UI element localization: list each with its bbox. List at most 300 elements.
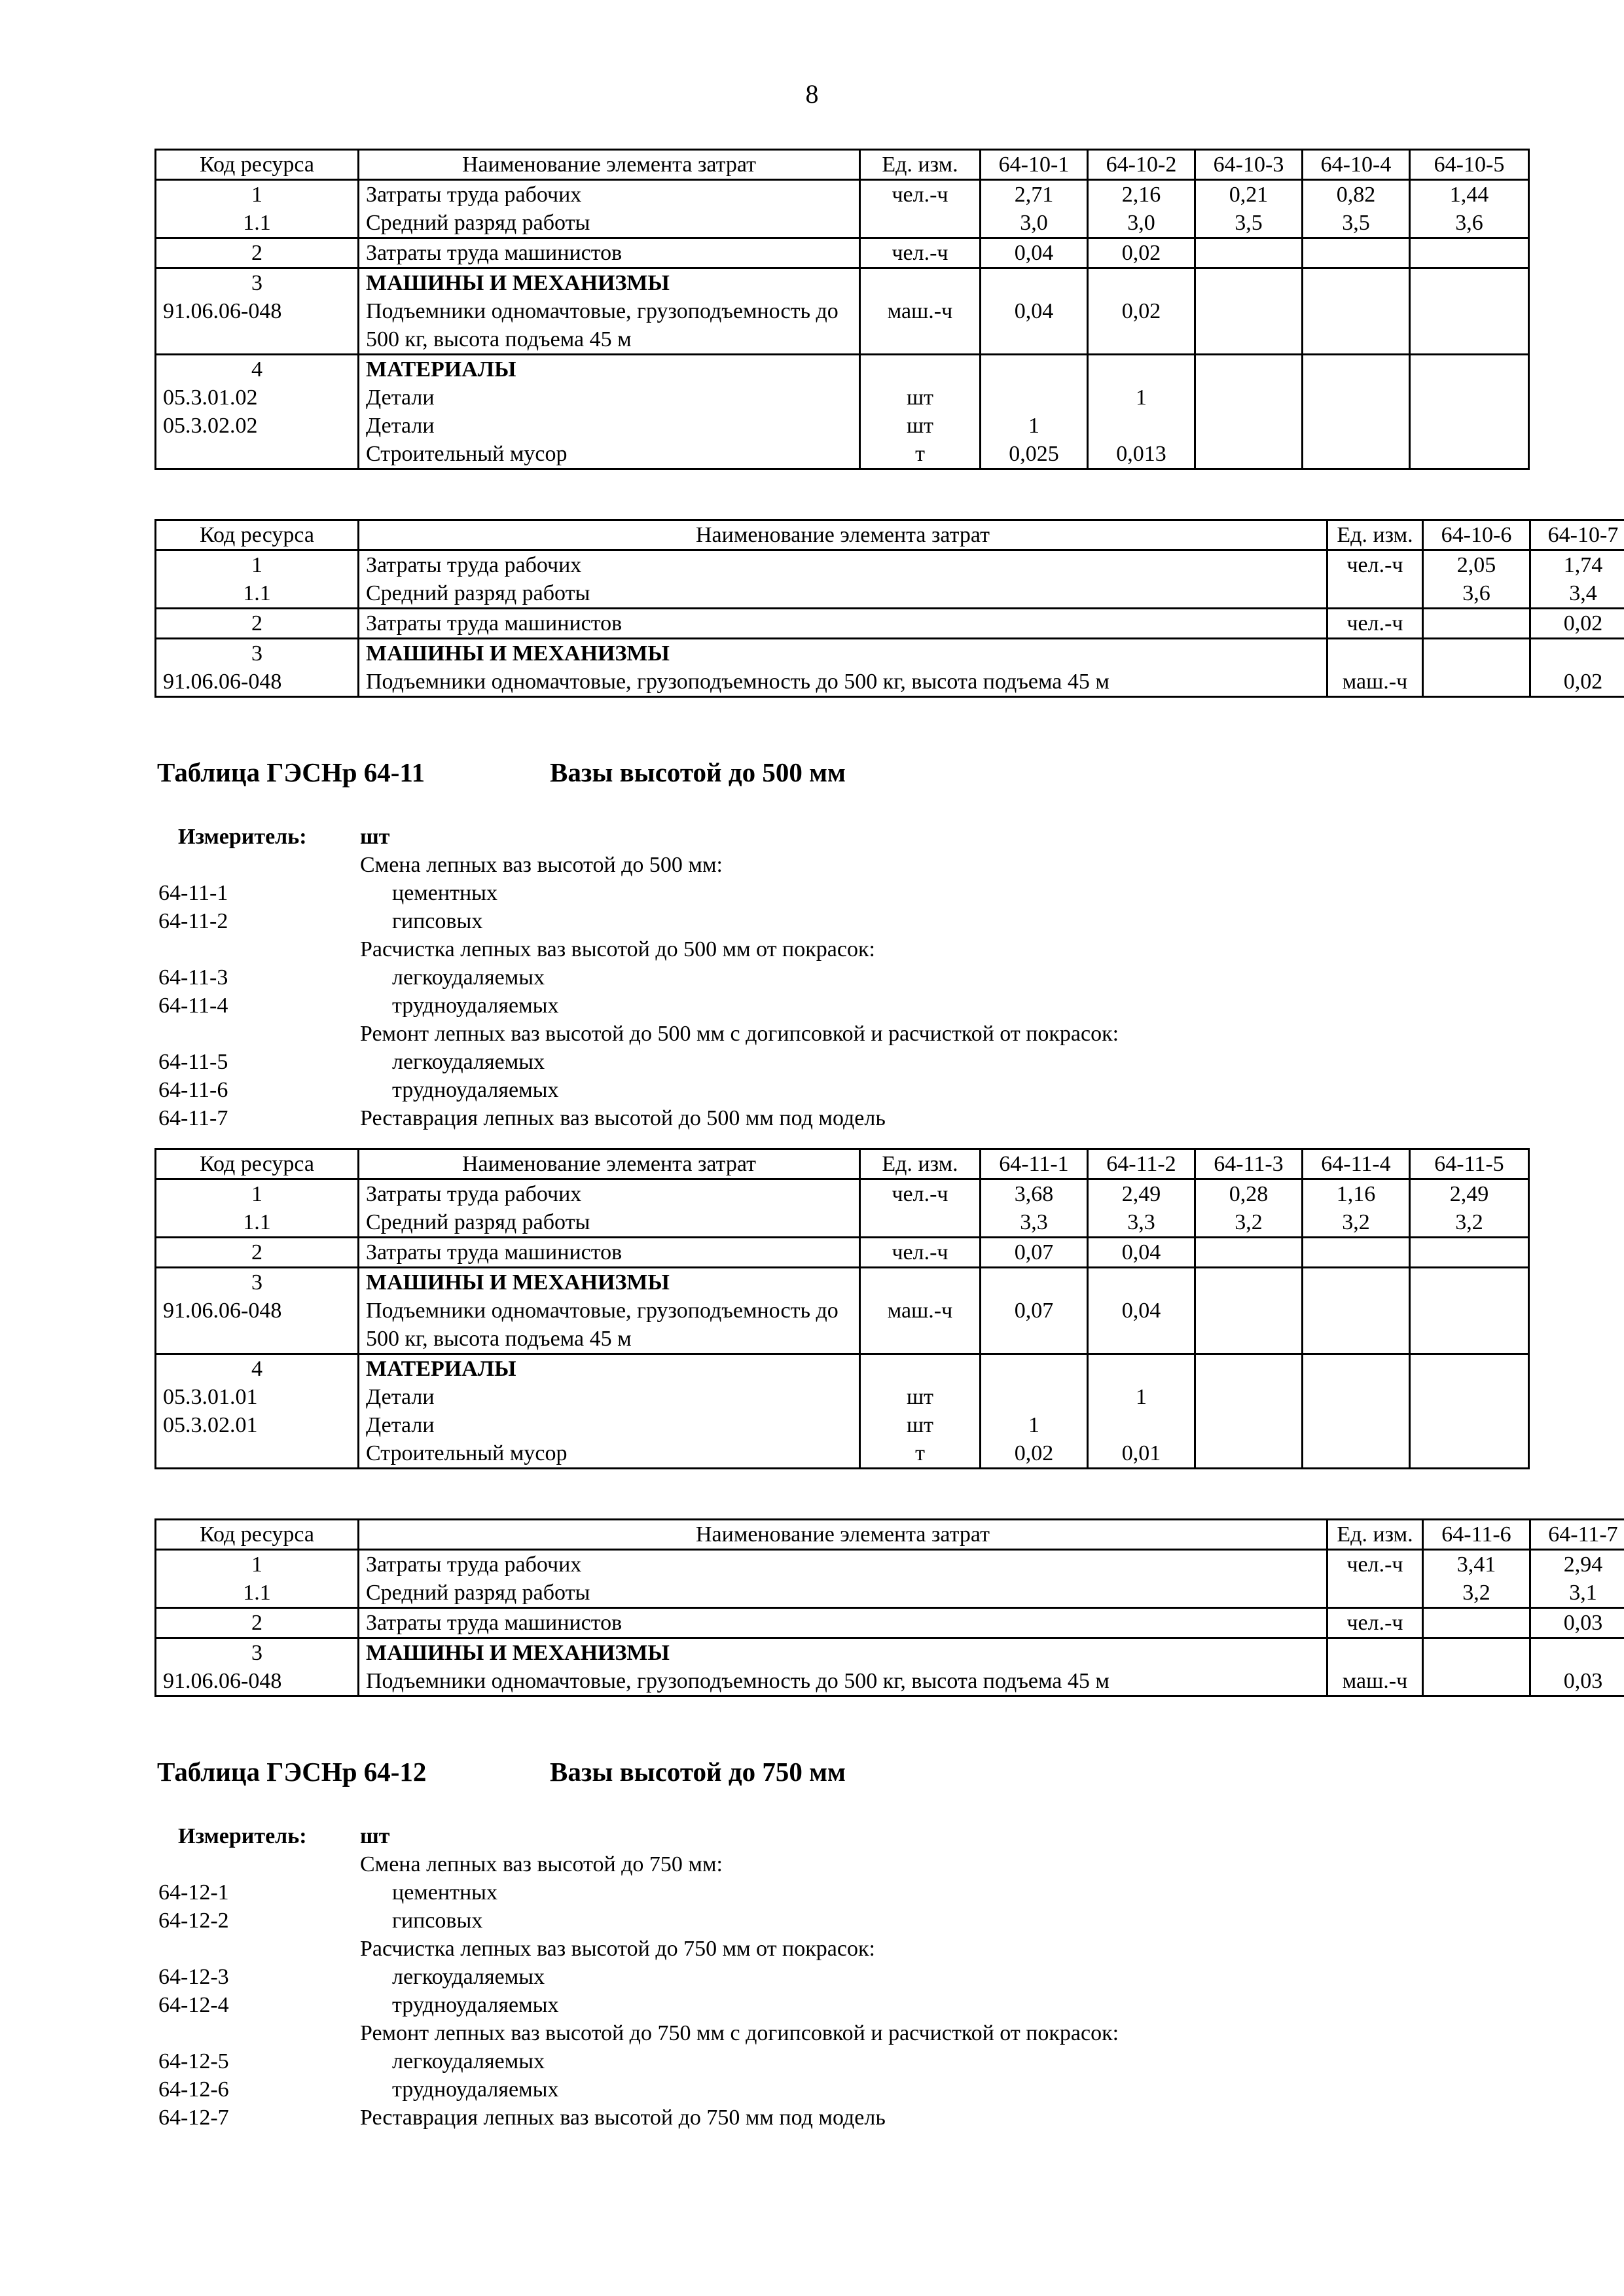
cost-name: МАШИНЫ И МЕХАНИЗМЫ	[366, 1270, 670, 1295]
value: 3,41	[1456, 1552, 1496, 1577]
value-cell	[1195, 355, 1303, 469]
list-item	[158, 879, 1533, 907]
value: 0,04	[1014, 299, 1054, 323]
work-text: Смена лепных ваз высотой до 750 мм:	[360, 1852, 723, 1876]
header-cell: Наименование элемента затрат	[359, 150, 860, 180]
cost-name-cell	[359, 268, 860, 355]
unit-cell	[1327, 609, 1423, 639]
header-cell: Код ресурса	[156, 1520, 359, 1550]
table-header-row	[156, 520, 1624, 550]
unit-cell	[860, 268, 981, 355]
resource-code-cell	[156, 1608, 359, 1638]
work-code: 64-11-5	[158, 1050, 228, 1074]
unit-cell	[1327, 1638, 1423, 1696]
value: 0,013	[1116, 442, 1166, 466]
value: 1,74	[1563, 553, 1603, 577]
value: 0,21	[1229, 183, 1269, 207]
resource-code-cell	[156, 180, 359, 238]
cost-name: Строительный мусор	[366, 1441, 568, 1465]
unit-cell	[860, 180, 981, 238]
work-text: Реставрация лепных ваз высотой до 750 мм под модель	[360, 2106, 886, 2130]
list-item	[158, 935, 1533, 963]
cost-name: Подъемники одномачтовые, грузоподъемность до 500 кг, высота подъема 45 м	[366, 1299, 839, 1351]
header-cell: 64-10-2	[1088, 150, 1195, 180]
work-code: 64-11-4	[158, 994, 228, 1018]
table-header-row	[156, 1520, 1624, 1550]
header-cell: 64-11-1	[981, 1149, 1088, 1179]
cost-name: МАТЕРИАЛЫ	[366, 1357, 516, 1381]
section-name: Вазы высотой до 750 мм	[550, 1757, 846, 1787]
table-row	[156, 1608, 1624, 1638]
table-header-row	[156, 150, 1529, 180]
unit-cell	[860, 238, 981, 268]
resource-code-cell	[156, 609, 359, 639]
header-cell: 64-10-7	[1530, 520, 1624, 550]
work-text: трудноудаляемых	[392, 2077, 559, 2102]
header-cell: 64-11-7	[1530, 1520, 1624, 1550]
resource-code: 2	[251, 1611, 262, 1635]
value: 1	[1028, 1413, 1039, 1437]
value: 1	[1136, 386, 1147, 410]
meter-label: Измеритель:	[178, 1824, 307, 1848]
unit: маш.-ч	[887, 299, 953, 323]
value: 0,03	[1563, 1611, 1603, 1635]
list-item	[158, 963, 1533, 992]
value: 1,16	[1336, 1182, 1376, 1206]
value-cell	[981, 238, 1088, 268]
unit: чел.-ч	[892, 183, 948, 207]
value-cell	[1410, 355, 1529, 469]
unit-cell	[1327, 1608, 1423, 1638]
cost-name: Затраты труда машинистов	[366, 611, 623, 636]
resource-code: 3	[251, 271, 262, 295]
header-cell: 64-10-5	[1410, 150, 1529, 180]
unit: чел.-ч	[1346, 611, 1403, 636]
list-item	[158, 2047, 1533, 2075]
resource-code: 4	[251, 1357, 262, 1381]
cost-name: Затраты труда машинистов	[366, 1611, 623, 1635]
work-text: трудноудаляемых	[392, 1078, 559, 1102]
unit: т	[915, 1441, 925, 1465]
value: 0,04	[1014, 241, 1054, 265]
work-code: 64-12-4	[158, 1993, 229, 2017]
section-title-64-11	[157, 757, 846, 788]
work-text: Смена лепных ваз высотой до 500 мм:	[360, 853, 723, 877]
value-cell	[1410, 1179, 1529, 1238]
resource-code: 3	[251, 1270, 262, 1295]
cost-name: Затраты труда машинистов	[366, 241, 623, 265]
resource-code-cell	[156, 1354, 359, 1469]
value-cell	[1303, 268, 1410, 355]
cost-name-cell	[359, 180, 860, 238]
value-cell	[1303, 238, 1410, 268]
value-cell	[1410, 1268, 1529, 1354]
value-cell	[1195, 268, 1303, 355]
value-cell	[981, 1238, 1088, 1268]
cost-name: Детали	[366, 1413, 435, 1437]
header-cell: Код ресурса	[156, 150, 359, 180]
meter-row	[158, 1822, 1533, 1850]
value: 1	[1136, 1385, 1147, 1409]
value-cell	[981, 180, 1088, 238]
cost-name: Подъемники одномачтовые, грузоподъемность до 500 кг, высота подъема 45 м	[366, 670, 1110, 694]
work-code: 64-12-5	[158, 2049, 229, 2073]
unit-cell	[860, 1268, 981, 1354]
resource-code-cell	[156, 550, 359, 609]
meter-unit: шт	[360, 1824, 390, 1848]
resource-code: 1.1	[243, 211, 271, 235]
value-cell	[1088, 1268, 1195, 1354]
value: 0,02	[1563, 611, 1603, 636]
value-cell	[1195, 1179, 1303, 1238]
cost-name: Подъемники одномачтовые, грузоподъемность до 500 кг, высота подъема 45 м	[366, 1669, 1110, 1693]
unit-cell	[1327, 550, 1423, 609]
value: 3,3	[1020, 1210, 1048, 1234]
cost-name-cell	[359, 1268, 860, 1354]
header-cell: Наименование элемента затрат	[359, 1149, 860, 1179]
cost-name-cell	[359, 1638, 1327, 1696]
cost-name-cell	[359, 639, 1327, 697]
value-cell	[981, 355, 1088, 469]
table-header-row	[156, 1149, 1529, 1179]
value-cell	[1303, 1179, 1410, 1238]
unit: шт	[906, 386, 934, 410]
meter-list-64-11	[158, 823, 1533, 1132]
work-text: Расчистка лепных ваз высотой до 750 мм от покрасок:	[360, 1937, 875, 1961]
table-row	[156, 180, 1529, 238]
table-row	[156, 355, 1529, 469]
work-code: 64-12-2	[158, 1909, 229, 1933]
value-cell	[1195, 1354, 1303, 1469]
list-item	[158, 851, 1533, 879]
value-cell	[1410, 1354, 1529, 1469]
value: 0,04	[1121, 1299, 1161, 1323]
unit-cell	[860, 1354, 981, 1469]
unit: шт	[906, 414, 934, 438]
unit: т	[915, 442, 925, 466]
list-item	[158, 1878, 1533, 1907]
header-cell: Ед. изм.	[1327, 1520, 1423, 1550]
resource-code-cell	[156, 1638, 359, 1696]
cost-name: МАШИНЫ И МЕХАНИЗМЫ	[366, 1641, 670, 1665]
work-code: 64-12-1	[158, 1880, 229, 1905]
value: 2,94	[1563, 1552, 1603, 1577]
cost-name-cell	[359, 1608, 1327, 1638]
table-row	[156, 1238, 1529, 1268]
value: 3,5	[1235, 211, 1263, 235]
value: 3,4	[1569, 581, 1597, 605]
cost-name: Средний разряд работы	[366, 581, 590, 605]
value: 3,6	[1462, 581, 1490, 605]
list-item	[158, 2104, 1533, 2132]
list-item	[158, 2075, 1533, 2104]
resource-code-cell	[156, 1179, 359, 1238]
value-cell	[1195, 238, 1303, 268]
value-cell	[1195, 1238, 1303, 1268]
cost-name: Средний разряд работы	[366, 1210, 590, 1234]
work-text: гипсовых	[392, 1909, 483, 1933]
value: 0,025	[1009, 442, 1059, 466]
header-cell: 64-11-5	[1410, 1149, 1529, 1179]
value: 0,03	[1563, 1669, 1603, 1693]
value-cell	[1088, 268, 1195, 355]
table-row	[156, 238, 1529, 268]
value-cell	[1195, 1268, 1303, 1354]
cost-name: Детали	[366, 1385, 435, 1409]
resource-code-cell	[156, 1550, 359, 1608]
value-cell	[1423, 550, 1530, 609]
value: 3,2	[1462, 1581, 1490, 1605]
unit-cell	[860, 1238, 981, 1268]
resource-code-cell	[156, 268, 359, 355]
value-cell	[1410, 1238, 1529, 1268]
list-item	[158, 2019, 1533, 2047]
resource-code: 2	[251, 611, 262, 636]
resource-code: 1	[251, 183, 262, 207]
list-item	[158, 1104, 1533, 1132]
value: 3,0	[1127, 211, 1155, 235]
resource-code: 3	[251, 1641, 262, 1665]
resource-code: 2	[251, 1240, 262, 1265]
value: 3,2	[1342, 1210, 1370, 1234]
cost-name: Детали	[366, 414, 435, 438]
list-item	[158, 1907, 1533, 1935]
unit: чел.-ч	[892, 1182, 948, 1206]
value-cell	[1088, 238, 1195, 268]
value-cell	[981, 1179, 1088, 1238]
value-cell	[1423, 1608, 1530, 1638]
header-cell: 64-11-4	[1303, 1149, 1410, 1179]
unit: маш.-ч	[1342, 1669, 1408, 1693]
header-cell: 64-10-4	[1303, 150, 1410, 180]
value-cell	[1530, 1550, 1624, 1608]
cost-name: МАШИНЫ И МЕХАНИЗМЫ	[366, 641, 670, 666]
value: 3,68	[1014, 1182, 1054, 1206]
work-code: 64-12-7	[158, 2106, 229, 2130]
unit: чел.-ч	[892, 241, 948, 265]
work-code: 64-11-6	[158, 1078, 228, 1102]
value: 2,16	[1121, 183, 1161, 207]
value: 3,3	[1127, 1210, 1155, 1234]
header-cell: Код ресурса	[156, 520, 359, 550]
cost-name-cell	[359, 1550, 1327, 1608]
cost-name-cell	[359, 238, 860, 268]
resource-code: 91.06.06-048	[163, 1299, 282, 1323]
unit: чел.-ч	[1346, 1552, 1403, 1577]
work-text: Расчистка лепных ваз высотой до 500 мм от покрасок:	[360, 937, 875, 961]
list-item	[158, 1850, 1533, 1878]
list-item	[158, 1020, 1533, 1048]
value: 3,2	[1235, 1210, 1263, 1234]
work-code: 64-12-6	[158, 2077, 229, 2102]
header-cell: Ед. изм.	[860, 150, 981, 180]
list-item	[158, 1048, 1533, 1076]
resource-code: 91.06.06-048	[163, 299, 282, 323]
header-cell: Наименование элемента затрат	[359, 1520, 1327, 1550]
resource-code: 2	[251, 241, 262, 265]
resource-code: 91.06.06-048	[163, 670, 282, 694]
value: 3,5	[1342, 211, 1370, 235]
value-cell	[1530, 1608, 1624, 1638]
unit: чел.-ч	[1346, 1611, 1403, 1635]
work-code: 64-11-2	[158, 909, 228, 933]
unit-cell	[860, 355, 981, 469]
value-cell	[1303, 1354, 1410, 1469]
value: 0,07	[1014, 1299, 1054, 1323]
value: 2,49	[1449, 1182, 1489, 1206]
value: 0,07	[1014, 1240, 1054, 1265]
header-cell: Ед. изм.	[860, 1149, 981, 1179]
work-text: трудноудаляемых	[392, 1993, 559, 2017]
unit: чел.-ч	[1346, 553, 1403, 577]
work-code: 64-11-7	[158, 1106, 228, 1130]
value: 0,02	[1563, 670, 1603, 694]
resource-code: 1.1	[243, 1210, 271, 1234]
work-text: цементных	[392, 881, 497, 905]
value-cell	[1423, 639, 1530, 697]
table-row	[156, 1550, 1624, 1608]
cost-name-cell	[359, 1238, 860, 1268]
cost-name: Строительный мусор	[366, 442, 568, 466]
list-item	[158, 1935, 1533, 1963]
list-item	[158, 1963, 1533, 1991]
table-row	[156, 550, 1624, 609]
list-item	[158, 992, 1533, 1020]
resource-code: 1	[251, 553, 262, 577]
unit: маш.-ч	[1342, 670, 1408, 694]
cost-name: МАТЕРИАЛЫ	[366, 357, 516, 382]
value: 3,1	[1569, 1581, 1597, 1605]
value-cell	[1423, 1550, 1530, 1608]
header-cell: 64-10-3	[1195, 150, 1303, 180]
value: 0,28	[1229, 1182, 1269, 1206]
work-code: 64-11-3	[158, 965, 228, 990]
work-text: легкоудаляемых	[392, 1050, 545, 1074]
list-item	[158, 1991, 1533, 2019]
value: 0,02	[1121, 241, 1161, 265]
resource-code: 05.3.02.02	[163, 414, 258, 438]
value-cell	[1530, 1638, 1624, 1696]
cost-name: Затраты труда машинистов	[366, 1240, 623, 1265]
value-cell	[1530, 639, 1624, 697]
value-cell	[1088, 355, 1195, 469]
resource-code: 4	[251, 357, 262, 382]
table-row	[156, 609, 1624, 639]
unit-cell	[860, 1179, 981, 1238]
list-item	[158, 907, 1533, 935]
work-text: Реставрация лепных ваз высотой до 500 мм под модель	[360, 1106, 886, 1130]
work-text: легкоудаляемых	[392, 2049, 545, 2073]
value-cell	[981, 268, 1088, 355]
value-cell	[1088, 180, 1195, 238]
header-cell: Наименование элемента затрат	[359, 520, 1327, 550]
header-cell: 64-11-3	[1195, 1149, 1303, 1179]
resource-code: 91.06.06-048	[163, 1669, 282, 1693]
resource-code-cell	[156, 1238, 359, 1268]
resource-code-cell	[156, 1268, 359, 1354]
resource-code-cell	[156, 238, 359, 268]
header-cell: 64-11-2	[1088, 1149, 1195, 1179]
value: 0,04	[1121, 1240, 1161, 1265]
value: 0,02	[1014, 1441, 1054, 1465]
value-cell	[1088, 1354, 1195, 1469]
work-text: Ремонт лепных ваз высотой до 500 мм с догипсовкой и расчисткой от покрасок:	[360, 1022, 1119, 1046]
resource-code: 1	[251, 1552, 262, 1577]
table-row	[156, 1354, 1529, 1469]
work-code: 64-12-3	[158, 1965, 229, 1989]
unit: чел.-ч	[892, 1240, 948, 1265]
resource-code-cell	[156, 639, 359, 697]
table-row	[156, 268, 1529, 355]
cost-name: Детали	[366, 386, 435, 410]
resource-code: 05.3.01.01	[163, 1385, 258, 1409]
unit: шт	[906, 1385, 934, 1409]
resource-code: 3	[251, 641, 262, 666]
value-cell	[1303, 180, 1410, 238]
value-cell	[1423, 1638, 1530, 1696]
header-cell: 64-11-6	[1423, 1520, 1530, 1550]
value-cell	[1410, 180, 1529, 238]
value-cell	[1410, 268, 1529, 355]
work-text: Ремонт лепных ваз высотой до 750 мм с догипсовкой и расчисткой от покрасок:	[360, 2021, 1119, 2045]
value: 0,82	[1336, 183, 1376, 207]
value-cell	[981, 1268, 1088, 1354]
value: 0,02	[1121, 299, 1161, 323]
section-number: Таблица ГЭСНр 64-11	[157, 757, 425, 787]
cost-name-cell	[359, 550, 1327, 609]
meter-label: Измеритель:	[178, 825, 307, 849]
meter-row	[158, 823, 1533, 851]
header-cell: 64-10-6	[1423, 520, 1530, 550]
cost-name: Средний разряд работы	[366, 1581, 590, 1605]
list-item	[158, 1076, 1533, 1104]
cost-name: Затраты труда рабочих	[366, 1552, 582, 1577]
value-cell	[1303, 355, 1410, 469]
value: 0,01	[1121, 1441, 1161, 1465]
cost-name-cell	[359, 1354, 860, 1469]
value-cell	[981, 1354, 1088, 1469]
resource-code: 1	[251, 1182, 262, 1206]
table-row	[156, 1268, 1529, 1354]
value: 1,44	[1449, 183, 1489, 207]
value-cell	[1088, 1238, 1195, 1268]
cost-name: МАШИНЫ И МЕХАНИЗМЫ	[366, 271, 670, 295]
value: 1	[1028, 414, 1039, 438]
cost-name: Подъемники одномачтовые, грузоподъемность до 500 кг, высота подъема 45 м	[366, 299, 839, 351]
cost-name: Затраты труда рабочих	[366, 183, 582, 207]
work-text: легкоудаляемых	[392, 1965, 545, 1989]
value: 3,2	[1455, 1210, 1483, 1234]
work-text: легкоудаляемых	[392, 965, 545, 990]
value-cell	[1303, 1268, 1410, 1354]
resource-code: 05.3.02.01	[163, 1413, 258, 1437]
cost-name-cell	[359, 1179, 860, 1238]
cost-table-64-11-part1	[154, 1148, 1530, 1469]
table-row	[156, 1638, 1624, 1696]
work-text: цементных	[392, 1880, 497, 1905]
value: 2,71	[1014, 183, 1054, 207]
value-cell	[1530, 550, 1624, 609]
value: 3,6	[1455, 211, 1483, 235]
value-cell	[1303, 1238, 1410, 1268]
value-cell	[1530, 609, 1624, 639]
value: 2,49	[1121, 1182, 1161, 1206]
cost-table-64-11-part2	[154, 1518, 1624, 1697]
unit-cell	[1327, 639, 1423, 697]
value-cell	[1410, 238, 1529, 268]
resource-code: 05.3.01.02	[163, 386, 258, 410]
value-cell	[1195, 180, 1303, 238]
